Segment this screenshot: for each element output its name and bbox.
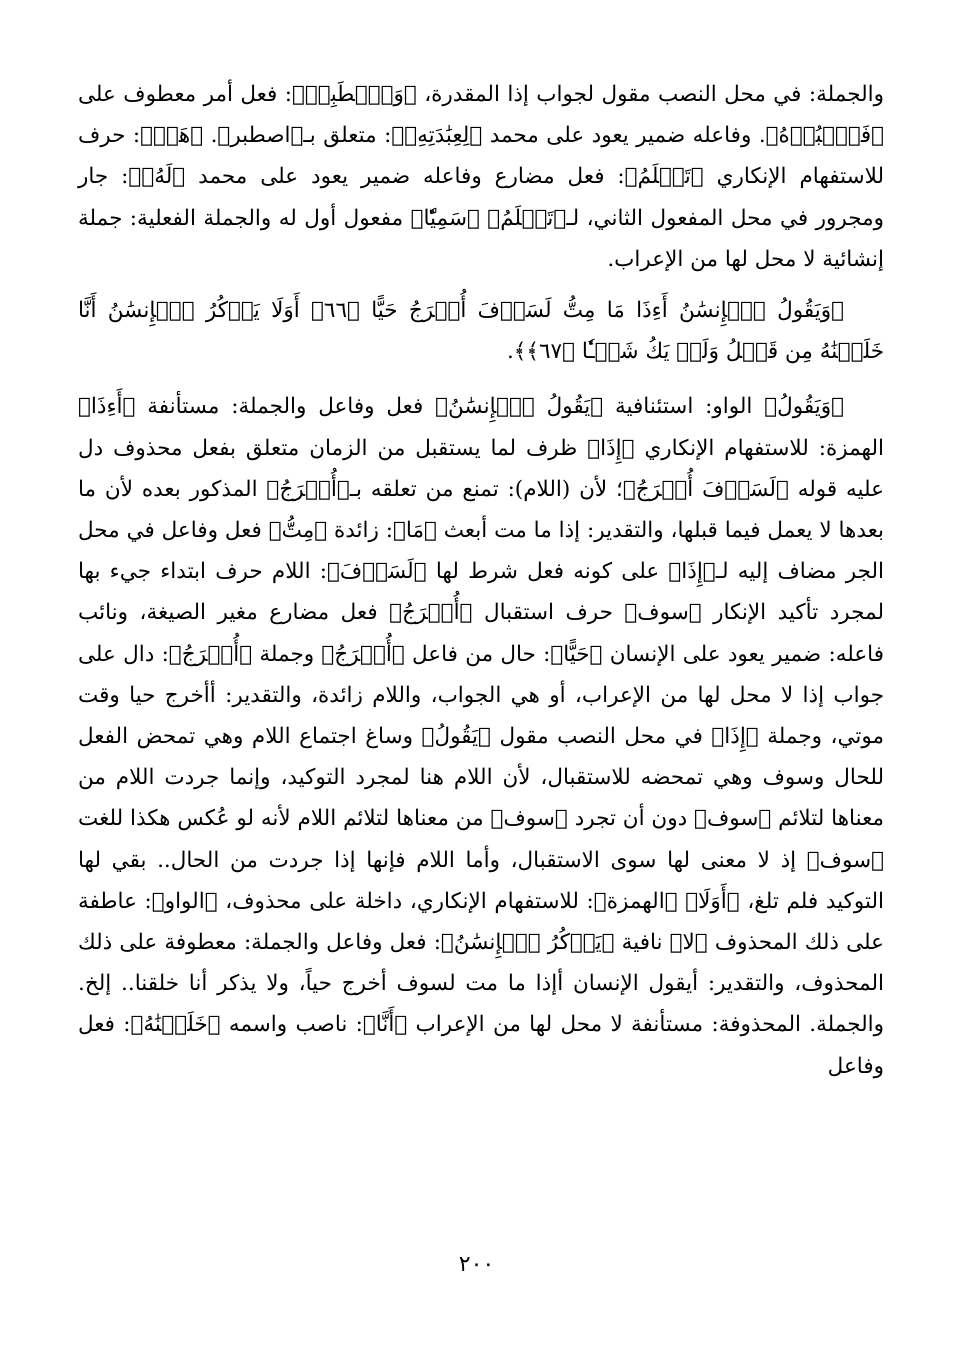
page-number: ٢٠٠ [458,1252,495,1277]
paragraph: والجملة: في محل النصب مقول لجواب إذا المقدرة، ﴿وَٱصۡطَبِرۡ﴾: فعل أمر معطوف على ﴿فَٱعۡبُدۡهُ﴾. وفاعله ضمير يعود على محمد ﴿لِعِبَٰدَتِهِۦ﴾: متعلق بـ﴿اصطبر﴾. ﴿هَلۡ﴾: حرف للاستفهام الإنكاري ﴿تَعۡلَمُ﴾: فعل مضارع وفاعله ضمير يعود على محمد ﴿لَهُۥ﴾: جار ومجرور في محل المفعول الثاني، لـ﴿تَعۡلَمُ﴾ ﴿سَمِيّٗا﴾ مفعول أول له والجملة الفعلية: جملة إنشائية لا محل لها من الإعراب. [78,82,884,272]
paragraph: ﴿وَيَقُولُ﴾ الواو: استئنافية ﴿يَقُولُ ٱلۡإِنسَٰنُ﴾ فعل وفاعل والجملة: مستأنفة ﴿أَءِذَا﴾ الهمزة: للاستفهام الإنكاري ﴿إِذَا﴾ ظرف لما يستقبل من الزمان متعلق بفعل محذوف دل عليه قوله ﴿لَسَوۡفَ أُخۡرَجُ﴾؛ لأن (اللام): تمنع من تعلقه بـ﴿أُخۡرَجُ﴾ المذكور بعده لأن ما بعدها لا يعمل فيما قبلها، والتقدير: إذا ما مت أبعث ﴿مَا﴾: زائدة ﴿مِتُّ﴾ فعل وفاعل في محل الجر مضاف إليه لـ﴿إِذَا﴾ على كونه فعل شرط لها ﴿لَسَوۡفَ﴾: اللام حرف ابتداء جيء بها لمجرد تأكيد الإنكار ﴿سوف﴾ حرف استقبال ﴿أُخۡرَجُ﴾ فعل مضارع مغير الصيغة، ونائب فاعله: ضمير يعود على الإنسان ﴿حَيًّا﴾: حال من فاعل ﴿أُخۡرَجُ﴾ وجملة ﴿أُخۡرَجُ﴾: دال على جواب إذا لا محل لها من الإعراب، أو هي الجواب، واللام زائدة، والتقدير: أأخرج حيا وقت موتي، وجملة ﴿إِذَا﴾ في محل النصب مقول ﴿يَقُولُ﴾ وساغ اجتماع اللام وهي تمحض الفعل للحال وسوف وهي تمحضه للاستقبال، لأن اللام هنا لمجرد التوكيد، وإنما جردت اللام من معناها لتلائم ﴿سوف﴾ دون أن تجرد ﴿سوف﴾ من معناها لتلائم اللام لأنه لو عُكس هكذا للغت ﴿سوف﴾ إذ لا معنى لها سوى الاستقبال، وأما اللام فإنها إذا جردت من الحال.. بقي لها التوكيد فلم تلغ، ﴿أَوَلَا﴾ ﴿الهمزة﴾: للاستفهام الإنكاري، داخلة على محذوف، ﴿الواو﴾: عاطفة على ذلك المحذوف ﴿لا﴾ نافية ﴿يَذۡكُرُ ٱلۡإِنسَٰنُ﴾: فعل وفاعل والجملة: معطوفة على ذلك المحذوف، والتقدير: أيقول الإنسان أإذا ما مت لسوف أخرج حياً، ولا يذكر أنا خلقنا.. إلخ. والجملة. المحذوفة: مستأنفة لا محل لها من الإعراب ﴿أَنَّا﴾: ناصب واسمه ﴿خَلَقۡنَٰهُ﴾: فعل وفاعل [78,394,885,1079]
quran-verse: ﴿وَيَقُولُ ٱلۡإِنسَٰنُ أَءِذَا مَا مِتُّ لَسَوۡفَ أُخۡرَجُ حَيًّا ﴿٦٦﴾ أَوَلَا يَذۡكُرُ ٱلۡإِنسَٰنُ أَنَّا خَلَقۡنَٰهُ مِن قَبۡلُ وَلَمۡ يَكُ شَيۡـٔٗا ﴿٦٧﴾﴾. [78,298,884,365]
page-body [78,74,884,1274]
